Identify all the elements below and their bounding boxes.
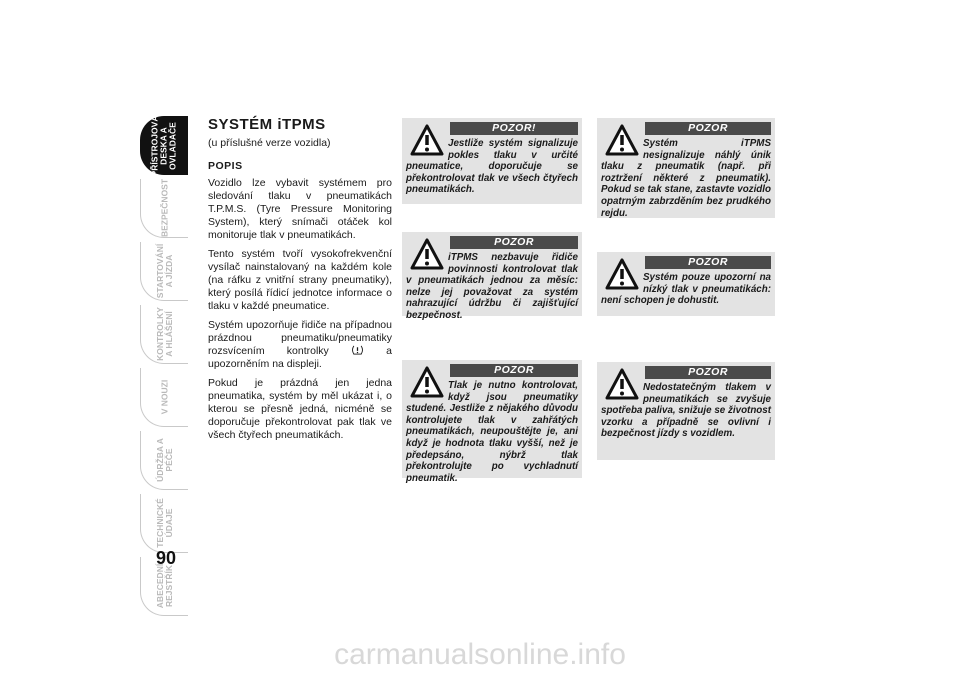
watermark: carmanualsonline.info [334, 638, 626, 671]
warning-text: Jestliže systém signalizuje pokles tlaku v určité pneumatice, doporučuje se překontrolovat tlak ve všech čtyřech pneumatikách. [406, 138, 578, 196]
tab-kontrolky[interactable] [140, 305, 188, 364]
warning-text: Tlak je nutno kontrolovat, když jsou pneumatiky studené. Jestliže z nějakého důvodu kontrolujete tlak v zahřátých pneumatikách, neupouštějte je, ani když je hodnota tlaku vyšší, než je předepsáno, nýbrž tlak překontrolujte po vychladnutí pneumatik. [406, 380, 578, 484]
paragraph: Pokud je prázdná jen jedna pneumatika, systém by měl ukázat i, o kterou se přesně jedná, nicméně se doporučuje překontrolovat pak tlak ve všech čtyřech pneumatikách. [208, 377, 392, 441]
tab-label: TECHNICKÉ ÚDAJE [154, 498, 174, 548]
warning-triangle-icon [410, 124, 444, 156]
warning-box [597, 118, 775, 218]
warning-header: POZOR [450, 364, 578, 377]
page-title: SYSTÉM iTPMS [208, 116, 326, 133]
warning-triangle-icon [605, 124, 639, 156]
paragraph-text: a upozorněním na displeji. [208, 345, 393, 370]
tab-label: ÚDRŽBA A PÉČE [154, 438, 174, 482]
warning-box [597, 252, 775, 316]
warning-text: Nedostatečným tlakem v pneumatikách se zvyšuje spotřeba paliva, snižuje se životnost vzorku a případně se ovlivní i bezpečnost jízdy s vozidlem. [601, 382, 771, 440]
warning-header: POZOR! [450, 122, 578, 135]
warning-box [402, 232, 582, 321]
paragraph: Vozidlo lze vybavit systémem pro sledování tlaku v pneumatikách T.P.M.S. (Tyre Pressure Monitoring System), který snímači otáček kol monitoruje tlak v pneumatikách. [208, 177, 392, 241]
tab-label: KONTROLKY A HLÁŠENÍ [154, 307, 174, 361]
section-heading: POPIS [208, 160, 243, 172]
warning-box [597, 362, 775, 460]
paragraph [208, 319, 392, 371]
tab-technicke-udaje[interactable] [140, 494, 188, 553]
warning-triangle-icon [605, 368, 639, 400]
warning-box [402, 118, 582, 204]
warning-header: POZOR [645, 122, 771, 135]
tab-bezpecnost[interactable] [140, 179, 188, 238]
warning-triangle-icon [605, 258, 639, 290]
subtitle: (u příslušné verze vozidla) [208, 137, 331, 149]
tab-udrzba[interactable] [140, 431, 188, 490]
paragraph: Tento systém tvoří vysokofrekvenční vysílač nainstalovaný na každém kole (na ráfku z vnitřní strany pneumatiky), který posílá řídicí jednotce informace o tlaku v každé pneumatice. [208, 248, 392, 312]
warning-triangle-icon [410, 238, 444, 270]
page-number: 90 [156, 548, 177, 568]
warning-text: iTPMS nezbavuje řidiče povinnosti kontrolovat tlak v pneumatikách jednou za měsíc: nelze jej považovat za systém nahrazující údržbu či zajišťující bezpečnost. [406, 252, 578, 321]
tab-label: STARTOVÁNÍ A JÍZDA [154, 243, 174, 299]
paragraph-text: Systém upozorňuje řidiče na případnou prázdnou pneumatiku/pneumatiky rozsvícením kontrolky [208, 319, 392, 357]
warning-header: POZOR [645, 366, 771, 379]
chapter-tabs [140, 116, 188, 620]
warning-text: Systém pouze upozorní na nízký tlak v pneumatikách: není schopen je dohustit. [601, 272, 771, 307]
warning-triangle-icon [410, 366, 444, 398]
tab-pristrojova-deska[interactable] [140, 116, 188, 175]
warning-box [402, 360, 582, 484]
tab-label: PŘÍSTROJOVÁ DESKA A OVLADAČE [149, 115, 178, 176]
tab-startovani[interactable] [140, 242, 188, 301]
tpms-warning-icon [351, 345, 364, 355]
main-text-column [208, 118, 392, 448]
tab-v-nouzi[interactable] [140, 368, 188, 427]
warning-header: POZOR [450, 236, 578, 249]
tab-label: BEZPEČNOST [159, 178, 169, 238]
tab-label: V NOUZI [159, 379, 169, 415]
warning-header: POZOR [645, 256, 771, 269]
tab-label: ABECEDNÍ REJSTŘÍK [154, 563, 174, 609]
warning-text: Systém iTPMS nesignalizuje náhlý únik tlaku z pneumatik (např. při roztržení některé z pneumatik). Pokud se tak stane, zastavte vozidlo opatrným zabrzděním bez prudkého rejdu. [601, 138, 771, 219]
